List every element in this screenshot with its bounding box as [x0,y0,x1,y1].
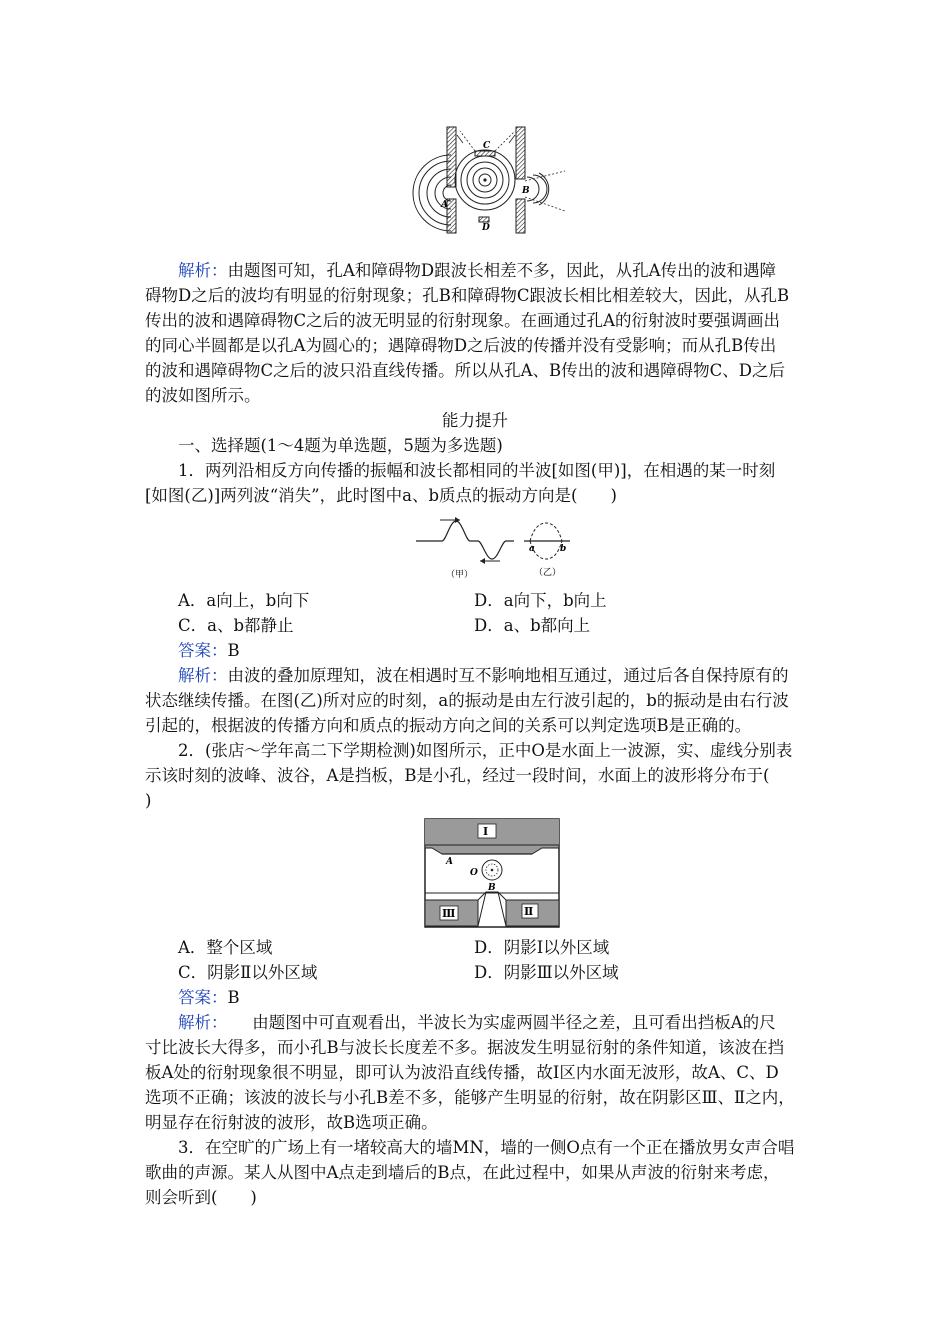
analysis0-line-2: 碍物D之后的波均有明显的衍射现象；孔B和障碍物C跟波长相比相差较大，因此，从孔B [145,286,790,305]
label-D: D [482,223,490,233]
q2-label-II: Ⅱ [524,905,534,918]
q1-option-2: D．a向下，b向上 [474,591,607,610]
analysis0-line-1: 解析：由题图可知，孔A和障碍物D跟波长相差不多，因此，从孔A传出的波和遇障 [178,261,777,280]
q1-answer: 答案：B [178,641,240,660]
q2-analysis-line-5: 明显存在衍射波的波形，故B选项正确。 [145,1113,438,1132]
q2-stem-line-1: 2．(张店～学年高二下学期检测)如图所示，正中O是水面上一波源，实、虚线分别表 [178,741,793,760]
q2-answer: 答案：B [178,988,240,1007]
analysis0-line-5: 的波和遇障碍物C之后的波只沿直线传播。所以从孔A、B传出的波和遇障碍物C、D之后 [145,361,786,380]
label-A: A [441,200,448,210]
q1-label-jia: （甲） [446,570,474,580]
q1-label-yi: （乙） [534,568,562,578]
q1-stem-line-1: 1．两列沿相反方向传播的振幅和波长都相同的半波[如图(甲)]，在相遇的某一时刻 [178,461,776,480]
q2-label-I: Ⅰ [483,825,489,838]
q3-stem-line-2: 歌曲的声源。某人从图中A点走到墙后的B点，在此过程中，如果从声波的衍射来考虑， [145,1163,780,1182]
q2-label-A: A [446,857,453,867]
diffraction-figure [405,125,575,235]
q2-stem-line-2: 示该时刻的波峰、波谷，A是挡板，B是小孔，经过一段时间，水面上的波形将分布于( [145,766,770,785]
q1-analysis-line-2: 状态继续传播。在图(乙)所对应的时刻，a的振动是由左行波引起的，b的振动是由右行波 [145,691,789,710]
q2-label-B: B [488,883,496,893]
analysis0-line-6: 的波如图所示。 [145,386,261,405]
q2-stem-line-3: ) [145,791,152,810]
q1-stem-line-2: [如图(乙)]两列波“消失”，此时图中a、b质点的振动方向是( ) [145,486,617,505]
q2-label-O: O [470,868,478,878]
q2-analysis-line-3: 板A处的衍射现象很不明显，即可认为波沿直线传播，故Ⅰ区内水面无波形，故A、C、D [145,1063,779,1082]
q2-analysis-line-4: 选项不正确；该波的波长与小孔B差不多，能够产生明显的衍射，故在阴影区Ⅲ、Ⅱ之内， [145,1088,795,1107]
q2-analysis-line-2: 寸比波长大得多，而小孔B与波长长度差不多。据波发生明显衍射的条件知道，该波在挡 [145,1038,785,1057]
q1-option-1: A．a向上，b向下 [178,591,310,610]
analysis0-line-3: 传出的波和遇障碍物C之后的波无明显的衍射现象。在画通过孔A的衍射波时要强调画出 [145,311,781,330]
q1-analysis-line-1: 解析：由波的叠加原理知，波在相遇时互不影响地相互通过，通过后各自保持原有的 [178,666,789,685]
q2-option-1: A．整个区域 [178,938,273,957]
q2-label-III: Ⅲ [442,907,456,920]
analysis0-line-4: 的同心半圆都是以孔A为圆心的；遇障碍物D之后波的传播并没有受影响；而从孔B传出 [145,336,777,355]
q2-wave-figure [424,818,560,928]
q1-analysis-line-3: 引起的，根据波的传播方向和质点的振动方向之间的关系可以判定选项B是正确的。 [145,716,752,735]
q1-option-3: C．a、b都静止 [178,616,294,635]
q1-label-b: b [560,544,567,554]
q2-option-2: D．阴影Ⅰ以外区域 [474,938,610,957]
q1-label-a: a [529,544,535,554]
section-subtitle: 一、选择题(1～4题为单选题，5题为多选题) [178,436,503,455]
label-C: C [483,141,491,151]
q1-wave-figure [412,515,577,585]
q2-option-4: D．阴影Ⅲ以外区域 [474,963,619,982]
section-title: 能力提升 [442,411,508,430]
analysis-label: 解析： [178,261,228,280]
q3-stem-line-1: 3．在空旷的广场上有一堵较高大的墙MN，墙的一侧O点有一个正在播放男女声合唱 [178,1138,795,1157]
label-B: B [522,186,530,196]
q2-option-3: C．阴影Ⅱ以外区域 [178,963,318,982]
q1-option-4: D．a、b都向上 [474,616,591,635]
q3-stem-line-3: 则会听到( ) [145,1188,257,1207]
q2-analysis-line-1: 解析： 由题图中可直观看出，半波长为实虚两圆半径之差，且可看出挡板A的尺 [178,1013,776,1032]
